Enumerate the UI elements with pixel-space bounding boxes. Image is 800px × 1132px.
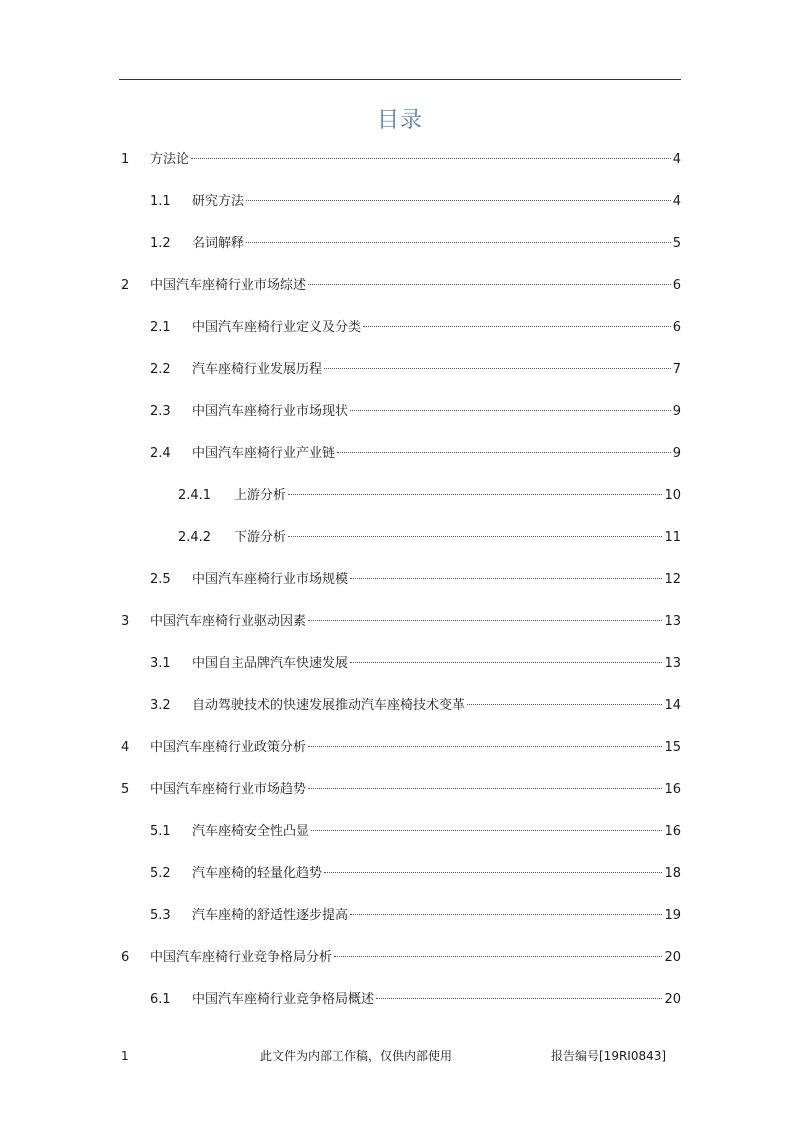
toc-leader-dots (246, 241, 671, 243)
toc-entry-text: 汽车座椅的舒适性逐步提高 (192, 908, 349, 923)
toc-entry-text: 方法论 (150, 152, 190, 167)
page-footer (0, 1046, 800, 1066)
toc-entry[interactable] (0, 150, 800, 170)
toc-entry-text: 研究方法 (192, 194, 245, 209)
toc-leader-dots (363, 325, 671, 327)
toc-entry[interactable] (0, 822, 800, 842)
toc-entry-number: 1.2 (150, 236, 171, 251)
toc-entry-page: 6 (672, 278, 681, 293)
footer-report-code: 报告编号[19RI0843] (551, 1049, 667, 1063)
toc-entry-page: 20 (664, 950, 681, 965)
toc-entry[interactable] (0, 234, 800, 254)
toc-entry[interactable] (0, 528, 800, 548)
toc-entry-number: 5.1 (150, 824, 171, 839)
toc-leader-dots (467, 703, 662, 705)
toc-entry-number: 2.1 (150, 320, 171, 335)
toc-entry-text: 中国汽车座椅行业市场趋势 (150, 782, 307, 797)
toc-entry[interactable] (0, 192, 800, 212)
toc-entry[interactable] (0, 948, 800, 968)
footer-confidential-note: 此文件为内部工作稿，仅供内部使用 (260, 1049, 453, 1063)
toc-entry-page: 9 (672, 446, 681, 461)
toc-entry-text: 中国汽车座椅行业市场现状 (192, 404, 349, 419)
toc-entry-text: 自动驾驶技术的快速发展推动汽车座椅技术变革 (192, 698, 466, 713)
toc-entry-number: 5.2 (150, 866, 171, 881)
toc-entry-text: 中国汽车座椅行业产业链 (192, 446, 336, 461)
toc-leader-dots (376, 997, 662, 999)
toc-entry-page: 7 (672, 362, 681, 377)
toc-entry-number: 1 (121, 152, 130, 167)
toc-leader-dots (308, 745, 662, 747)
toc-leader-dots (288, 493, 662, 495)
toc-leader-dots (311, 829, 662, 831)
toc-leader-dots (246, 199, 671, 201)
header-rule (119, 79, 681, 80)
toc-entry-number: 2.4.1 (178, 488, 212, 503)
footer-page-number: 1 (121, 1049, 129, 1063)
toc-entry[interactable] (0, 444, 800, 464)
toc-leader-dots (308, 619, 662, 621)
toc-entry[interactable] (0, 696, 800, 716)
toc-leader-dots (337, 451, 671, 453)
toc-entry-text: 中国自主品牌汽车快速发展 (192, 656, 349, 671)
toc-entry-page: 19 (664, 908, 681, 923)
toc-entry-page: 16 (664, 824, 681, 839)
toc-entry-number: 2.5 (150, 572, 171, 587)
toc-entry-number: 3.1 (150, 656, 171, 671)
toc-entry[interactable] (0, 864, 800, 884)
toc-entry-page: 20 (664, 992, 681, 1007)
toc-entry-text: 中国汽车座椅行业市场规模 (192, 572, 349, 587)
toc-entry-page: 6 (672, 320, 681, 335)
toc-entry[interactable] (0, 612, 800, 632)
toc-entry-text: 汽车座椅的轻量化趋势 (192, 866, 323, 881)
toc-entry[interactable] (0, 360, 800, 380)
toc-leader-dots (308, 787, 662, 789)
toc-entry[interactable] (0, 780, 800, 800)
toc-entry-text: 中国汽车座椅行业市场综述 (150, 278, 307, 293)
toc-entry-page: 12 (664, 572, 681, 587)
toc-entry-number: 5 (121, 782, 130, 797)
toc-entry-number: 2.4.2 (178, 530, 212, 545)
toc-entry[interactable] (0, 990, 800, 1010)
toc-entry-text: 中国汽车座椅行业竞争格局分析 (150, 950, 333, 965)
toc-entry[interactable] (0, 318, 800, 338)
toc-entry-number: 6.1 (150, 992, 171, 1007)
toc-entry-text: 中国汽车座椅行业政策分析 (150, 740, 307, 755)
toc-entry-number: 2.3 (150, 404, 171, 419)
toc-entry[interactable] (0, 906, 800, 926)
toc-leader-dots (350, 913, 662, 915)
toc-entry[interactable] (0, 276, 800, 296)
toc-entry-number: 3.2 (150, 698, 171, 713)
toc-entry[interactable] (0, 738, 800, 758)
toc-leader-dots (350, 661, 662, 663)
toc-entry-number: 1.1 (150, 194, 171, 209)
toc-entry-page: 4 (672, 152, 681, 167)
toc-entry-text: 汽车座椅行业发展历程 (192, 362, 323, 377)
toc-entry-text: 中国汽车座椅行业竞争格局概述 (192, 992, 375, 1007)
toc-leader-dots (350, 409, 671, 411)
toc-entry-page: 13 (664, 614, 681, 629)
toc-entry-page: 9 (672, 404, 681, 419)
toc-leader-dots (334, 955, 662, 957)
toc-entry-page: 4 (672, 194, 681, 209)
toc-entry-page: 13 (664, 656, 681, 671)
toc-leader-dots (324, 871, 662, 873)
toc-title: 目录 (376, 108, 423, 133)
toc-leader-dots (191, 157, 671, 159)
toc-entry-number: 6 (121, 950, 130, 965)
toc-entry-text: 汽车座椅安全性凸显 (192, 824, 310, 839)
toc-entry[interactable] (0, 402, 800, 422)
toc-entry-text: 中国汽车座椅行业驱动因素 (150, 614, 307, 629)
toc-entry-page: 15 (664, 740, 681, 755)
toc-entry-page: 11 (664, 530, 681, 545)
toc-leader-dots (324, 367, 671, 369)
toc-leader-dots (288, 535, 662, 537)
toc-entry-text: 名词解释 (192, 236, 245, 251)
toc-entry-number: 3 (121, 614, 130, 629)
toc-entry-page: 5 (672, 236, 681, 251)
toc-entry-page: 14 (664, 698, 681, 713)
toc-entry-text: 下游分析 (234, 530, 287, 545)
toc-entry-page: 10 (664, 488, 681, 503)
toc-entry-number: 5.3 (150, 908, 171, 923)
toc-entry-text: 中国汽车座椅行业定义及分类 (192, 320, 362, 335)
toc-entry-number: 2.2 (150, 362, 171, 377)
toc-entry-page: 18 (664, 866, 681, 881)
toc-entry[interactable] (0, 654, 800, 674)
toc-entry[interactable] (0, 486, 800, 506)
toc-entry-number: 2 (121, 278, 130, 293)
toc-entry-number: 2.4 (150, 446, 171, 461)
toc-leader-dots (350, 577, 662, 579)
toc-entry-text: 上游分析 (234, 488, 287, 503)
toc-leader-dots (308, 283, 671, 285)
toc-entry-page: 16 (664, 782, 681, 797)
toc-entry-number: 4 (121, 740, 130, 755)
toc-entry[interactable] (0, 570, 800, 590)
